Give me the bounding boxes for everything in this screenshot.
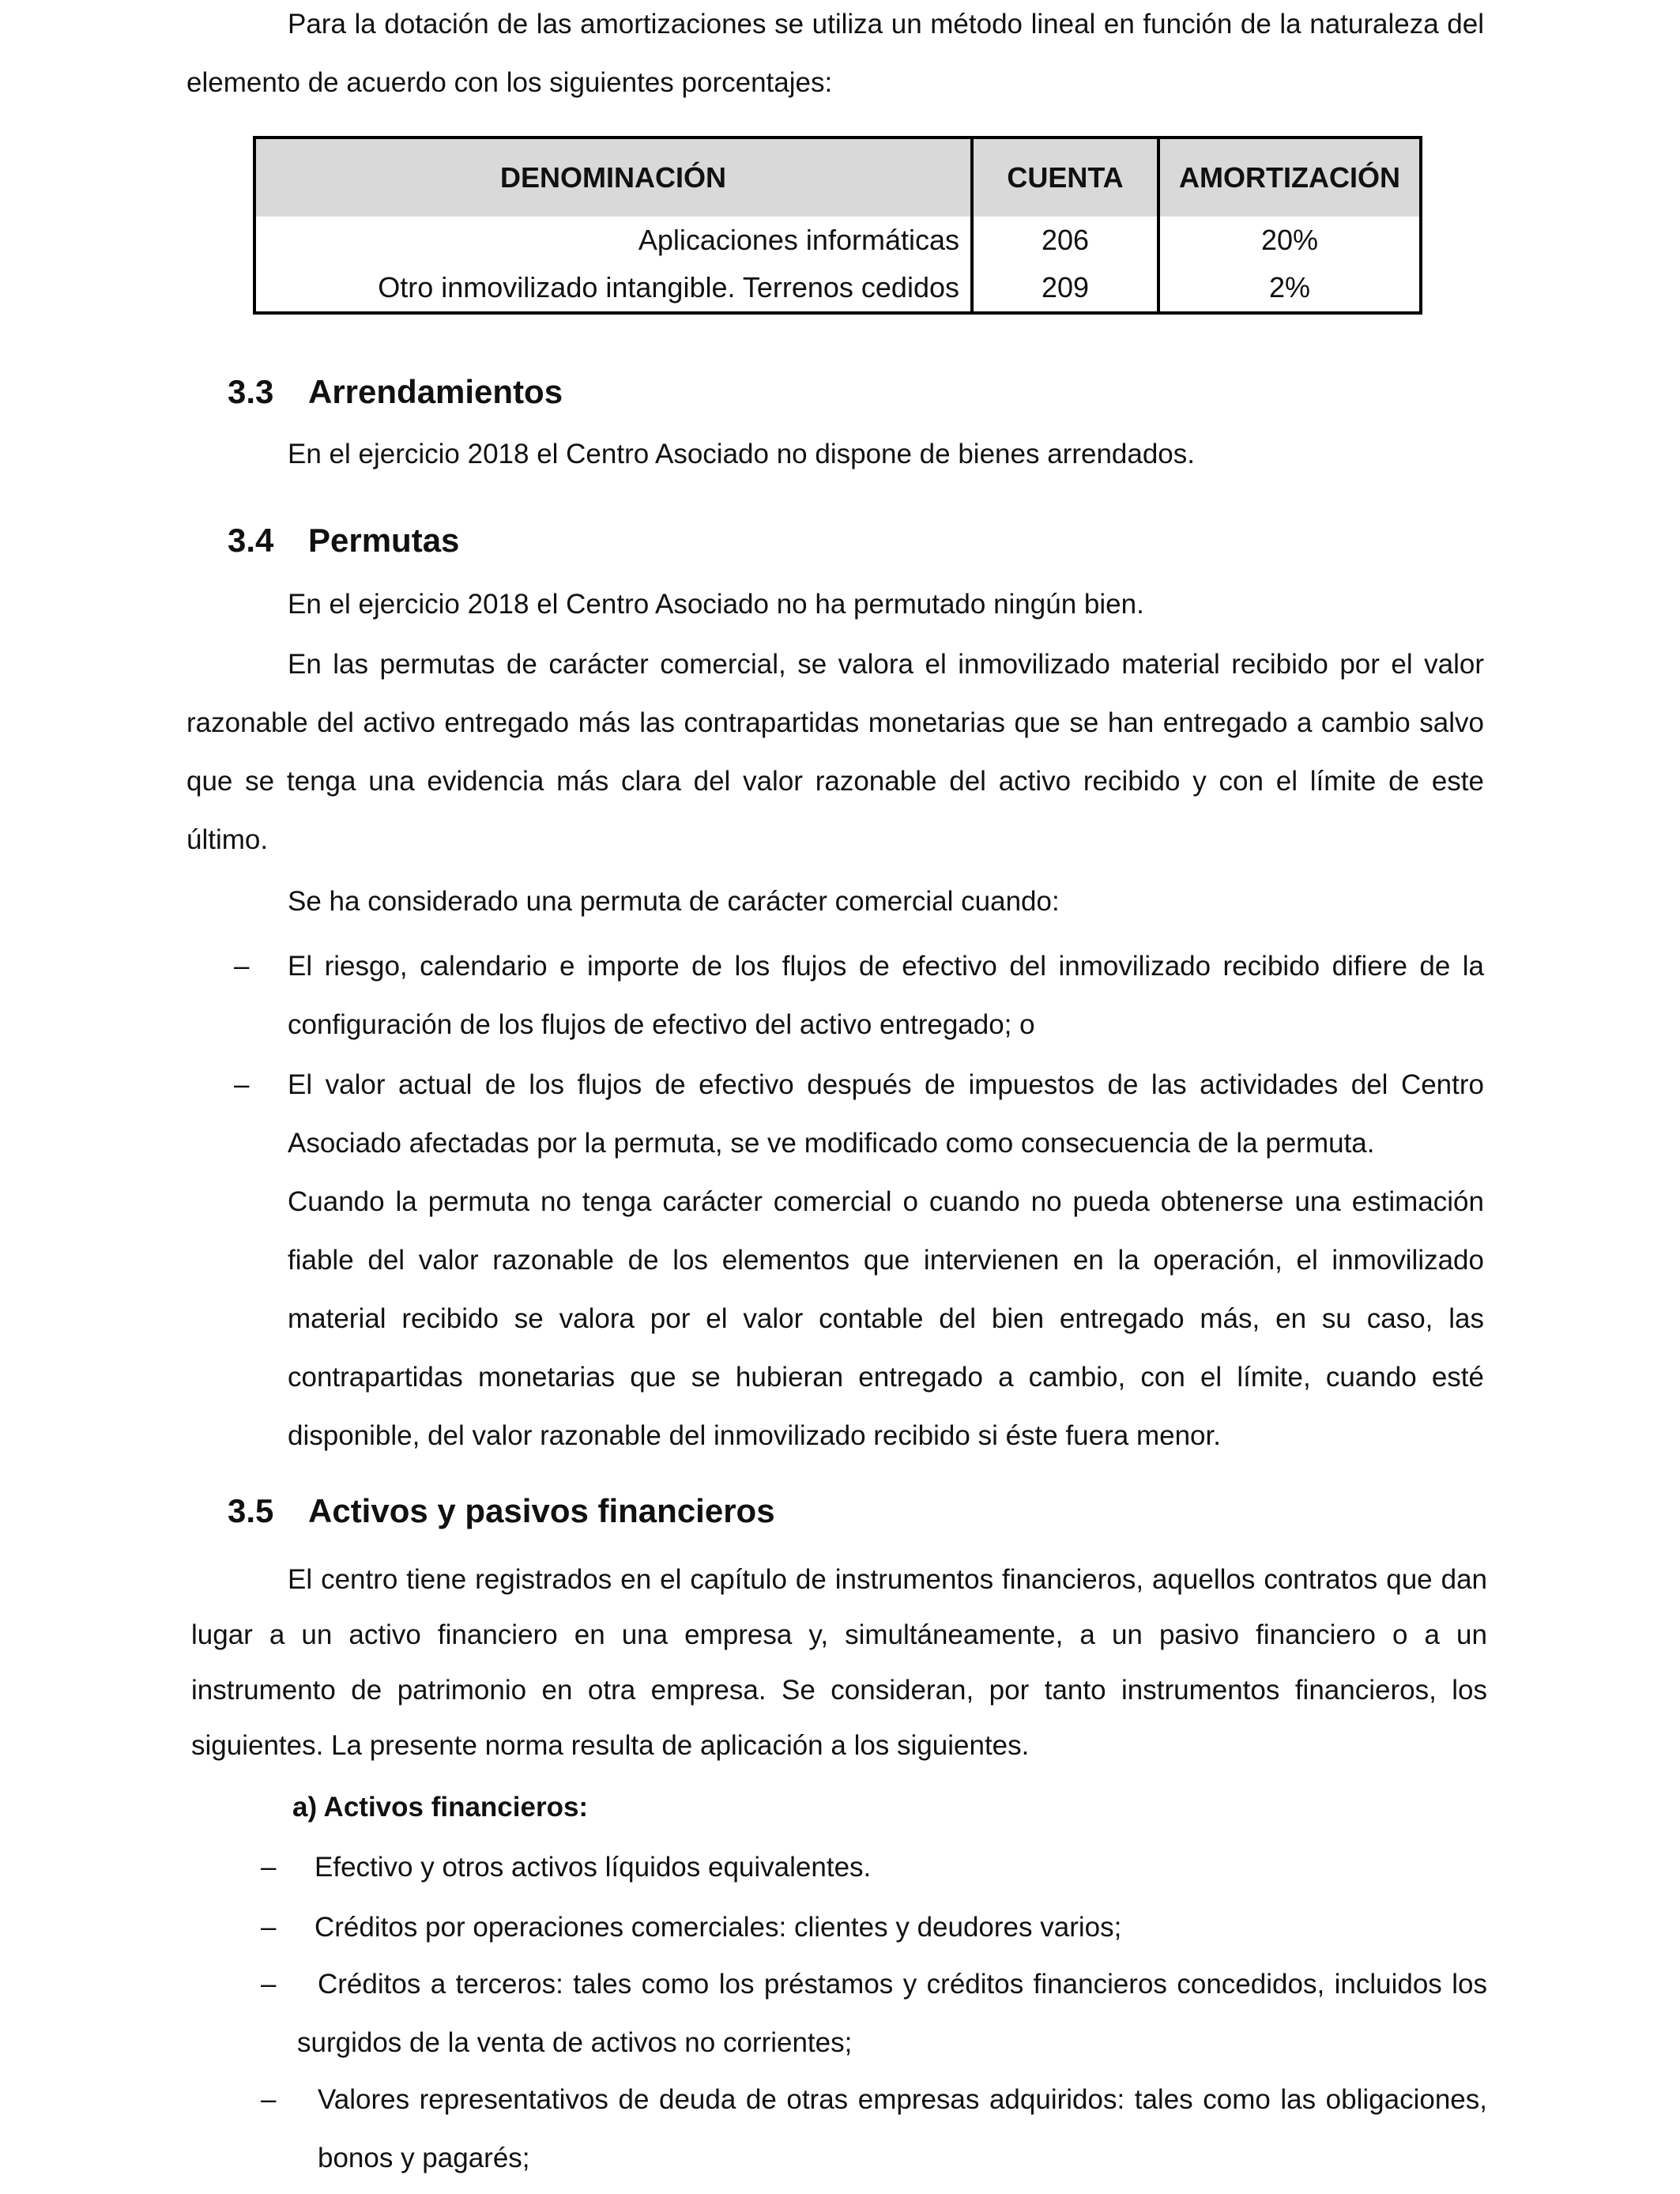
- section-number: 3.4: [228, 522, 274, 559]
- section-title: Permutas: [308, 522, 460, 559]
- table-row: [254, 217, 1421, 264]
- cell-cuenta: 206: [972, 217, 1158, 264]
- list-bullet-dash: –: [261, 1969, 277, 2000]
- list-bullet-dash: –: [234, 951, 250, 982]
- section-title: Arrendamientos: [308, 373, 563, 410]
- list-item: Créditos a terceros: tales como los préstamos y créditos financieros concedidos, incluidos los surgidos de la venta de activos no corrientes;: [297, 1969, 1487, 2058]
- list-item: Efectivo y otros activos líquidos equivalentes.: [315, 1852, 872, 1883]
- section-number: 3.3: [228, 373, 274, 410]
- section-heading-3-4: [228, 517, 459, 564]
- list-item: Créditos por operaciones comerciales: clientes y deudores varios;: [315, 1912, 1122, 1943]
- paragraph-permutas-3: Se ha considerado una permuta de carácter comercial cuando:: [288, 886, 1060, 917]
- cell-denominacion: Aplicaciones informáticas: [254, 217, 972, 264]
- list-item: El riesgo, calendario e importe de los flujos de efectivo del inmovilizado recibido difiere de la configuración de los flujos de efectivo del activo entregado; o: [288, 951, 1484, 1040]
- cell-amortizacion: 2%: [1268, 271, 1311, 303]
- list-bullet-dash: –: [261, 1912, 277, 1943]
- list-item: El valor actual de los flujos de efectivo después de impuestos de las actividades del Centro Asociado afectadas por la permuta, se ve modificado como consecuencia de la permuta.: [288, 1069, 1484, 1159]
- cell-amortizacion: 20%: [1260, 224, 1319, 256]
- paragraph-permutas-4: Cuando la permuta no tenga carácter comercial o cuando no pueda obtenerse una estimación fiable del valor razonable de los elementos que intervienen en la operación, el inmovilizado material recibido se valora por el valor contable del bien entregado más, en su caso, las contrapartidas monetarias que se hubieran entregado a cambio, con el límite, cuando esté disponible, del valor razonable del inmovilizado recibido si éste fuera menor.: [288, 1186, 1484, 1451]
- paragraph-permutas-2: En las permutas de carácter comercial, se valora el inmovilizado material recibido por el valor razonable del activo entregado más las contrapartidas monetarias que se han entregado a cambio salvo que se tenga una evidencia más clara del valor razonable del activo recibido y con el límite de este último.: [186, 649, 1484, 855]
- intro-paragraph: Para la dotación de las amortizaciones se utiliza un método lineal en función de la naturaleza del elemento de acuerdo con los siguientes porcentajes:: [186, 9, 1484, 98]
- subheading-activos-financieros: a) Activos financieros:: [292, 1792, 589, 1823]
- section-title: Activos y pasivos financieros: [308, 1492, 775, 1529]
- section-heading-3-3: [228, 368, 563, 416]
- list-bullet-dash: –: [261, 1852, 277, 1883]
- table-row: [254, 264, 1421, 313]
- cell-cuenta: 209: [972, 264, 1158, 313]
- paragraph-permutas-1: En el ejercicio 2018 el Centro Asociado no ha permutado ningún bien.: [288, 589, 1144, 620]
- list-bullet-dash: –: [261, 2084, 277, 2115]
- header-cuenta: CUENTA: [972, 138, 1158, 217]
- table-header-row: [254, 138, 1421, 217]
- header-denominacion: DENOMINACIÓN: [254, 138, 972, 217]
- amortization-table: [253, 136, 1422, 315]
- list-bullet-dash: –: [234, 1069, 250, 1100]
- section-heading-3-5: [228, 1487, 775, 1535]
- header-amortizacion: AMORTIZACIÓN: [1158, 138, 1421, 217]
- paragraph-financieros: El centro tiene registrados en el capítulo de instrumentos financieros, aquellos contratos que dan lugar a un activo financiero en una empresa y, simultáneamente, a un pasivo financiero o a un instrumento de patrimonio en otra empresa. Se consideran, por tanto instrumentos financieros, los siguientes. La presente norma resulta de aplicación a los siguientes.: [191, 1564, 1487, 1761]
- list-item: Valores representativos de deuda de otras empresas adquiridos: tales como las obligaciones, bonos y pagarés;: [318, 2084, 1487, 2173]
- section-number: 3.5: [228, 1492, 274, 1529]
- paragraph-arrendamientos: En el ejercicio 2018 el Centro Asociado no dispone de bienes arrendados.: [288, 439, 1195, 469]
- cell-denominacion: Otro inmovilizado intangible. Terrenos cedidos: [254, 264, 972, 313]
